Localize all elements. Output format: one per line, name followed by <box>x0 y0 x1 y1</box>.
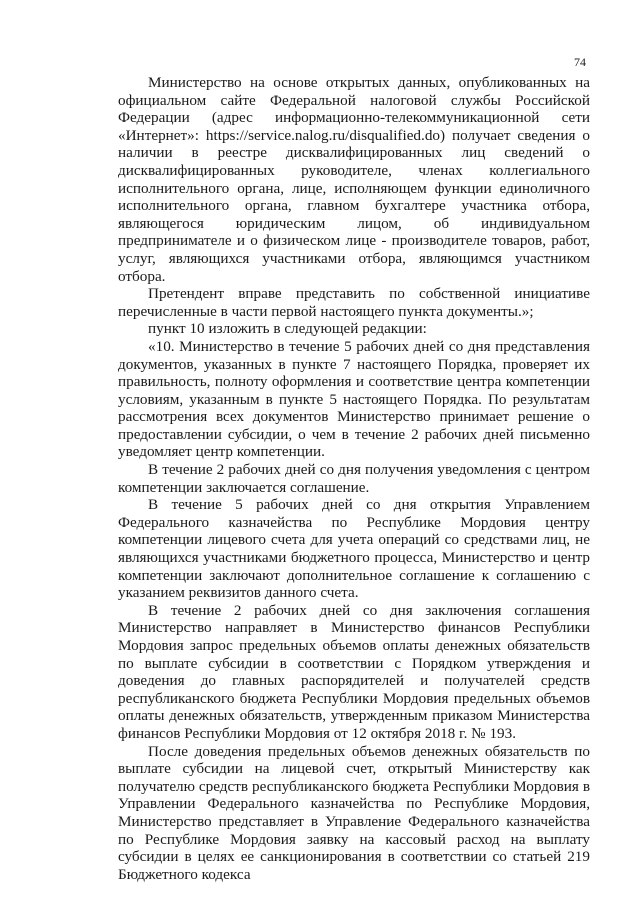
document-body <box>118 74 590 883</box>
paragraph-agreement-conclusion: В течение 2 рабочих дней со дня получения уведомления с центром компетенции заключается соглашение. <box>118 461 590 496</box>
paragraph-cash-expense-request: После доведения предельных объемов денежных обязательств по выплате субсидии на лицевой счет, открытый Министерству как получателю средств республиканского бюджета Республики Мордовия в Управлении Федерального казначейства по Республике Мордовия, Министерство представляет в Управление Федерального казначейства по Республике Мордовия заявку на кассовый расход на выплату субсидии в целях ее санкционирования в соответствии со статьей 219 Бюджетного кодекса <box>118 742 590 883</box>
paragraph-point-10-intro: пункт 10 изложить в следующей редакции: <box>148 320 427 338</box>
paragraph-applicant-right: Претендент вправе представить по собственной инициативе перечисленные в части первой настоящего пункта документы.»; <box>118 285 590 320</box>
paragraph-ministry-open-data: Министерство на основе открытых данных, опубликованных на официальном сайте Федеральной налоговой службы Российской Федерации (адрес информационно-телекоммуникационной сети «Интернет»: https://service.nalog.ru/disqualified.do) получает сведения о наличии в реестре дисквалифицированных лиц сведений о дисквалифицированных руководителе, членах коллегиального исполнительного органа, лице, исполняющем функции единоличного исполнительного органа, главном бухгалтере участника отбора, являющегося юридическим лицом, об индивидуальном предпринимателе и о физическом лице - производителе товаров, работ, услуг, являющихся участниками отбора, являющимся участником отбора. <box>118 74 590 285</box>
paragraph-additional-agreement: В течение 5 рабочих дней со дня открытия Управлением Федерального казначейства по Республике Мордовия центру компетенции лицевого счета для учета операций со средствами лиц, не являющихся участниками бюджетного процесса, Министерство и центр компетенции заключают дополнительное соглашение к соглашению с указанием реквизитов данного счета. <box>118 496 590 602</box>
page-number: 74 <box>574 55 586 69</box>
paragraph-point-10-review: «10. Министерство в течение 5 рабочих дней со дня представления документов, указанных в пункте 7 настоящего Порядка, проверяет их правильность, полноту оформления и соответствие центра компетенции условиям, указанным в пункте 5 настоящего Порядка. По результатам рассмотрения всех документов Министерство принимает решение о предоставлении субсидии, о чем в течение 2 рабочих дней письменно уведомляет центр компетенции. <box>118 337 590 461</box>
paragraph-limits-request: В течение 2 рабочих дней со дня заключения соглашения Министерство направляет в Министерство финансов Республики Мордовия запрос предельных объемов оплаты денежных обязательств по выплате субсидии в соответствии с Порядком утверждения и доведения до главных распорядителей и получателей средств республиканского бюджета Республики Мордовия предельных объемов оплаты денежных обязательств, утвержденным приказом Министерства финансов Республики Мордовия от 12 октября 2018 г. № 193. <box>118 601 590 742</box>
